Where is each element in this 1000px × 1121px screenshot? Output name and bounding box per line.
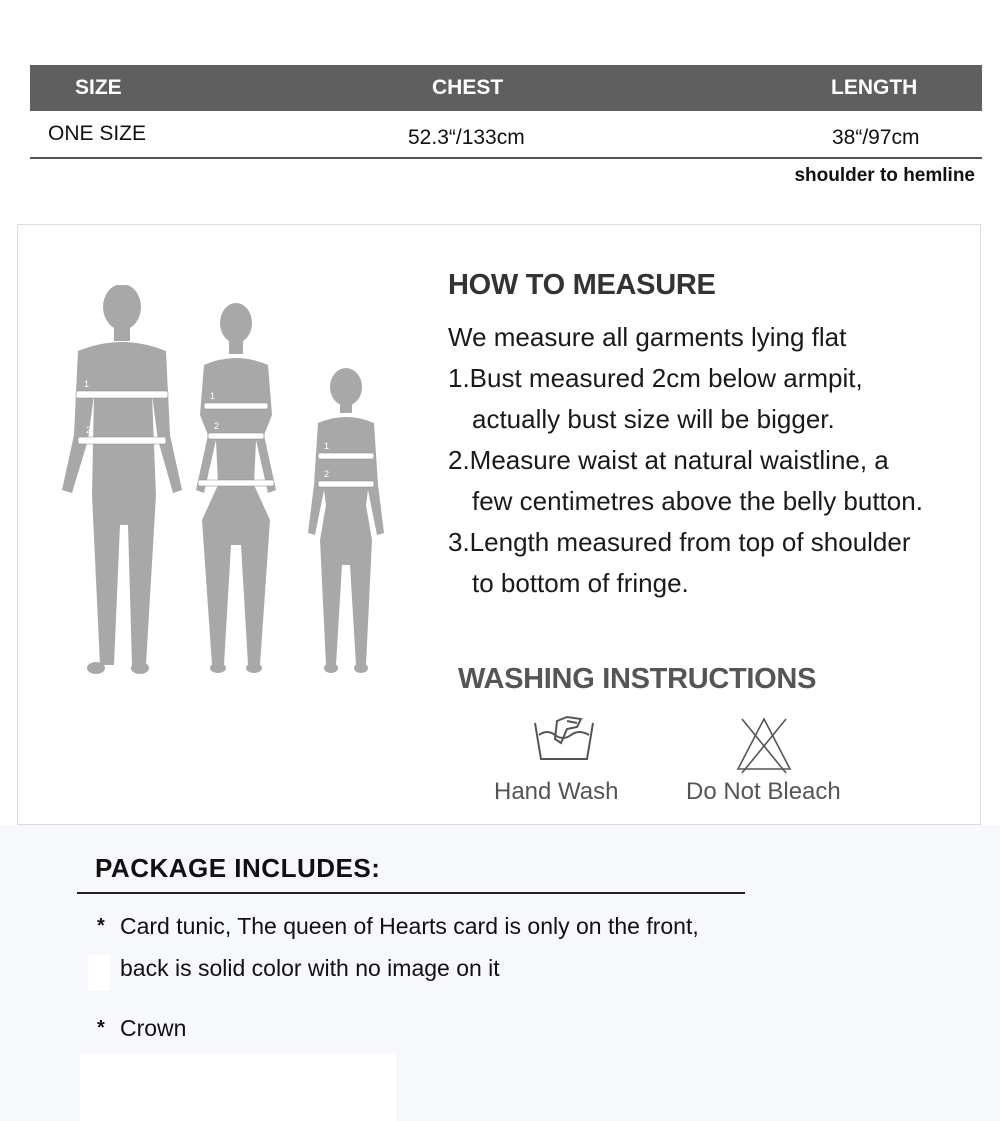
tape-label-child-2: 2 xyxy=(324,469,330,479)
tape-man-chest xyxy=(76,391,168,398)
tape-label-woman-2: 2 xyxy=(214,421,220,431)
cell-chest: 52.3“/133cm xyxy=(408,125,525,149)
bullet-icon: * xyxy=(97,1017,105,1039)
package-title: PACKAGE INCLUDES: xyxy=(95,853,381,883)
bullet-icon: * xyxy=(97,915,105,937)
measure-panel xyxy=(17,224,981,825)
how-to-measure-title: HOW TO MEASURE xyxy=(448,269,716,301)
list-item: back is solid color with no image on it xyxy=(120,955,500,981)
man-figure xyxy=(62,285,182,674)
size-table-header xyxy=(30,65,982,111)
measure-line: to bottom of fringe. xyxy=(472,568,689,598)
tape-woman-hip xyxy=(198,480,274,486)
package-divider xyxy=(77,892,745,894)
header-size: SIZE xyxy=(75,76,122,99)
measure-line: few centimetres above the belly button. xyxy=(472,486,923,516)
tape-woman-bust xyxy=(204,403,268,409)
measure-line: We measure all garments lying flat xyxy=(448,322,847,352)
list-item: Card tunic, The queen of Hearts card is only on the front, xyxy=(120,913,699,939)
cell-length: 38“/97cm xyxy=(832,125,920,149)
measure-line: 3.Length measured from top of shoulder xyxy=(448,527,911,557)
size-table xyxy=(30,65,982,159)
tape-label-child-1: 1 xyxy=(324,441,330,451)
cell-size: ONE SIZE xyxy=(48,122,147,145)
tape-woman-waist xyxy=(208,433,264,439)
white-patch xyxy=(88,955,110,991)
child-figure xyxy=(308,368,384,673)
length-note: shoulder to hemline xyxy=(794,165,975,186)
header-chest: CHEST xyxy=(432,76,504,99)
do-not-bleach-icon xyxy=(734,715,794,775)
woman-figure xyxy=(196,303,276,673)
tape-man-waist xyxy=(78,437,166,444)
measure-line: 1.Bust measured 2cm below armpit, xyxy=(448,363,863,393)
hand-wash-label: Hand Wash xyxy=(494,778,619,805)
header-length: LENGTH xyxy=(831,76,918,99)
how-to-measure-text xyxy=(448,317,923,604)
hand-wash-icon xyxy=(531,715,597,769)
tape-label-man-1: 1 xyxy=(84,379,90,389)
tape-child-chest xyxy=(318,453,374,459)
measure-line: 2.Measure waist at natural waistline, a xyxy=(448,445,889,475)
table-row xyxy=(30,111,982,159)
package-section xyxy=(0,825,1000,1121)
washing-instructions-title: WASHING INSTRUCTIONS xyxy=(458,663,817,695)
measure-line: actually bust size will be bigger. xyxy=(472,404,835,434)
do-not-bleach-label: Do Not Bleach xyxy=(686,778,841,805)
tape-label-man-2: 2 xyxy=(86,425,92,435)
body-figures-illustration xyxy=(48,285,408,680)
tape-child-waist xyxy=(318,481,374,487)
white-patch xyxy=(80,1053,396,1121)
tape-label-woman-3: 3 xyxy=(208,468,214,478)
list-item: Crown xyxy=(120,1015,187,1041)
tape-label-woman-1: 1 xyxy=(210,391,216,401)
